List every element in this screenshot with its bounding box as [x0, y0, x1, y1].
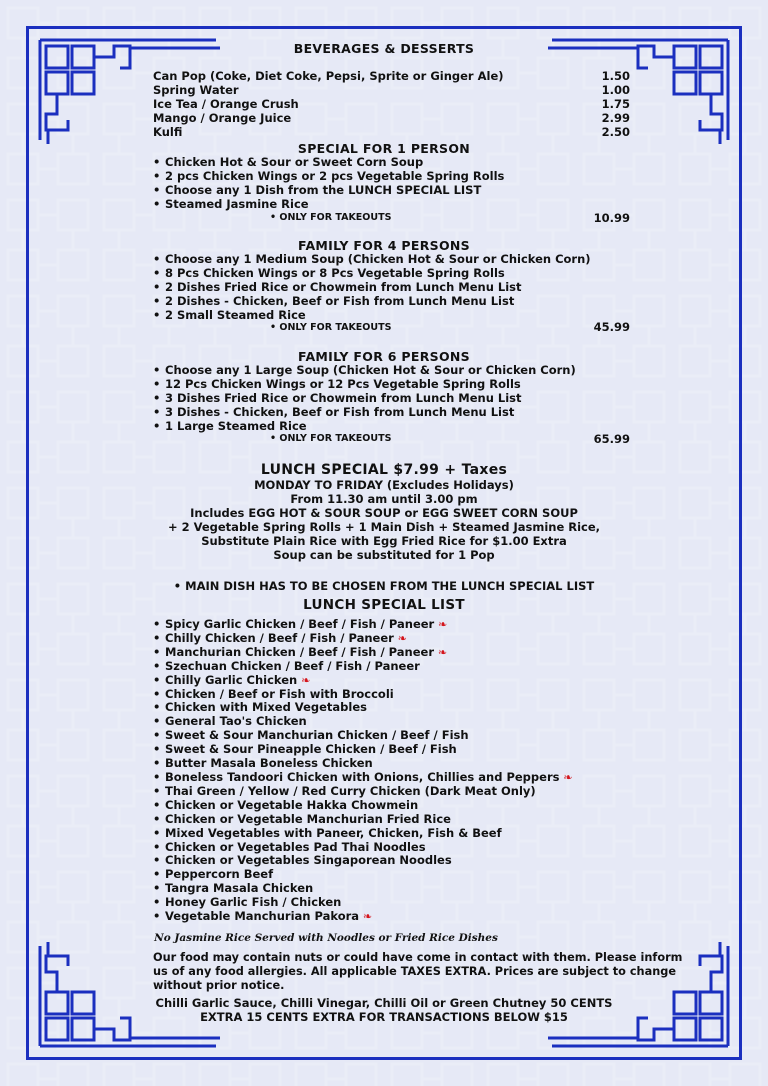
extra-charge-note: EXTRA 15 CENTS EXTRA FOR TRANSACTIONS BELOW $15 [200, 1010, 568, 1024]
lunch-title: LUNCH SPECIAL $7.99 + Taxes [260, 462, 508, 478]
menu-item: Can Pop (Coke, Diet Coke, Pepsi, Sprite or Ginger Ale) [153, 69, 504, 83]
dish-name: Sweet & Sour Pineapple Chicken / Beef / Fish [165, 742, 457, 757]
list-item: • 2 Dishes - Chicken, Beef or Fish from Lunch Menu List [153, 295, 591, 309]
lunch-list-item [153, 882, 573, 896]
chili-pepper-icon: ❧ [434, 618, 448, 631]
beverages-title: BEVERAGES & DESSERTS [293, 41, 475, 56]
special1-list [153, 156, 504, 212]
list-item: • 2 Dishes Fried Rice or Chowmein from Lunch Menu List [153, 281, 591, 295]
item-price: 1.50 [601, 69, 630, 83]
item-price: 1.00 [601, 82, 630, 97]
lunch-list-item [153, 771, 573, 785]
menu-item: Kulfi [153, 124, 183, 139]
lunch-list-title: LUNCH SPECIAL LIST [303, 597, 465, 613]
dish-name: Peppercorn Beef [165, 867, 274, 882]
dish-name: Chicken or Vegetables Singaporean Noodles [165, 853, 452, 868]
lunch-list-item [153, 715, 573, 729]
beverages-list [153, 70, 504, 140]
list-item: • 3 Dishes - Chicken, Beef or Fish from Lunch Menu List [153, 406, 576, 420]
allergy-line: Our food may contain nuts or could have come in contact with them. Please inform [153, 951, 683, 964]
chili-pepper-icon: ❧ [359, 910, 373, 924]
lunch-line: From 11.30 am until 3.00 pm [290, 492, 478, 506]
dish-name: Chilly Garlic Chicken [165, 672, 298, 687]
dish-name: Chicken or Vegetables Pad Thai Noodles [165, 839, 426, 854]
lunch-line: Substitute Plain Rice with Egg Fried Rice for $1.00 Extra [201, 534, 567, 548]
special1-title: SPECIAL FOR 1 PERSON [297, 141, 471, 156]
main-dish-note: • MAIN DISH HAS TO BE CHOSEN FROM THE LUNCH SPECIAL LIST [173, 579, 595, 593]
dish-name: Boneless Tandoori Chicken with Onions, Chillies and Peppers [165, 769, 560, 784]
chili-pepper-icon: ❧ [559, 770, 573, 784]
list-item: • Choose any 1 Medium Soup (Chicken Hot & Sour or Chicken Corn) [153, 253, 591, 267]
list-item: • 2 Small Steamed Rice [153, 309, 591, 323]
lunch-list-item [153, 757, 573, 771]
list-item: • 8 Pcs Chicken Wings or 8 Pcs Vegetable Spring Rolls [153, 267, 591, 281]
lunch-list-item [153, 868, 573, 882]
allergy-line: without prior notice. [153, 979, 285, 992]
lunch-list-item [153, 618, 573, 632]
lunch-list-item [153, 660, 573, 674]
lunch-list-item [153, 701, 573, 715]
lunch-list-item [153, 854, 573, 868]
family6-list [153, 364, 576, 434]
chili-pepper-icon: ❧ [393, 631, 407, 645]
beverages-prices [560, 70, 630, 140]
item-price: 1.75 [601, 96, 630, 111]
dish-name: Spicy Garlic Chicken / Beef / Fish / Paneer [165, 617, 435, 631]
dish-name: General Tao's Chicken [165, 714, 307, 729]
dish-name: Chicken or Vegetable Manchurian Fried Rice [165, 811, 451, 826]
lunch-list-item [153, 799, 573, 813]
no-rice-note: No Jasmine Rice Served with Noodles or Fried Rice Dishes [154, 932, 498, 944]
chili-pepper-icon: ❧ [434, 645, 448, 659]
lunch-list-item [153, 785, 573, 799]
list-item: • 3 Dishes Fried Rice or Chowmein from Lunch Menu List [153, 392, 576, 406]
lunch-list-item [153, 910, 573, 924]
lunch-list-item [153, 632, 573, 646]
dish-name: Manchurian Chicken / Beef / Fish / Paneer [165, 644, 435, 659]
special1-price: 10.99 [593, 211, 630, 225]
lunch-line: MONDAY TO FRIDAY (Excludes Holidays) [254, 478, 514, 492]
list-item: • Choose any 1 Large Soup (Chicken Hot & Sour or Chicken Corn) [153, 364, 576, 378]
dish-name: Mixed Vegetables with Paneer, Chicken, Fish & Beef [165, 825, 502, 840]
lunch-list-item [153, 896, 573, 910]
dish-name: Chilly Chicken / Beef / Fish / Paneer [165, 630, 394, 645]
dish-name: Butter Masala Boneless Chicken [165, 756, 373, 771]
dish-name: Tangra Masala Chicken [165, 881, 314, 896]
lunch-details [0, 478, 768, 562]
dish-name: Chicken or Vegetable Hakka Chowmein [165, 797, 419, 812]
family6-title: FAMILY FOR 6 PERSONS [298, 349, 470, 364]
dish-name: Sweet & Sour Manchurian Chicken / Beef / Fish [165, 728, 469, 743]
list-item: • Steamed Jasmine Rice [153, 198, 504, 212]
lunch-list [153, 618, 573, 924]
dish-name: Vegetable Manchurian Pakora [165, 909, 360, 924]
allergy-note [153, 951, 682, 993]
dish-name: Chicken / Beef or Fish with Broccoli [165, 686, 394, 701]
dish-name: Chicken with Mixed Vegetables [165, 700, 367, 715]
chili-pepper-icon: ❧ [297, 673, 311, 687]
lunch-list-item [153, 813, 573, 827]
lunch-list-item [153, 841, 573, 855]
menu-item: Ice Tea / Orange Crush [153, 96, 299, 111]
item-price: 2.99 [601, 110, 630, 125]
list-item: • 12 Pcs Chicken Wings or 12 Pcs Vegetable Spring Rolls [153, 378, 576, 392]
dish-name: Szechuan Chicken / Beef / Fish / Paneer [165, 658, 420, 673]
lunch-line: Soup can be substituted for 1 Pop [273, 548, 495, 562]
allergy-line: us of any food allergies. All applicable TAXES EXTRA. Prices are subject to change [153, 965, 676, 978]
list-item: • Choose any 1 Dish from the LUNCH SPECIAL LIST [153, 184, 504, 198]
list-item: • 2 pcs Chicken Wings or 2 pcs Vegetable Spring Rolls [153, 170, 504, 184]
family6-price: 65.99 [593, 432, 630, 446]
list-item: • Chicken Hot & Sour or Sweet Corn Soup [153, 156, 504, 170]
lunch-list-item [153, 646, 573, 660]
lunch-line: Includes EGG HOT & SOUR SOUP or EGG SWEET CORN SOUP [190, 506, 578, 520]
lunch-list-item [153, 688, 573, 702]
menu-item: Mango / Orange Juice [153, 110, 292, 125]
takeout-note: • ONLY FOR TAKEOUTS [270, 212, 392, 223]
dish-name: Thai Green / Yellow / Red Curry Chicken (Dark Meat Only) [165, 783, 536, 798]
family4-list [153, 253, 591, 323]
takeout-note: • ONLY FOR TAKEOUTS [270, 322, 392, 333]
lunch-line: + 2 Vegetable Spring Rolls + 1 Main Dish + Steamed Jasmine Rice, [167, 520, 601, 534]
family4-title: FAMILY FOR 4 PERSONS [298, 238, 470, 253]
item-price: 2.50 [601, 124, 630, 139]
list-item: • 1 Large Steamed Rice [153, 420, 576, 434]
dish-name: Honey Garlic Fish / Chicken [165, 895, 342, 910]
lunch-list-item [153, 729, 573, 743]
sauce-note: Chilli Garlic Sauce, Chilli Vinegar, Chilli Oil or Green Chutney 50 CENTS [155, 996, 613, 1010]
family4-price: 45.99 [593, 320, 630, 334]
takeout-note: • ONLY FOR TAKEOUTS [270, 433, 392, 444]
lunch-list-item [153, 827, 573, 841]
lunch-list-item [153, 743, 573, 757]
lunch-list-item [153, 674, 573, 688]
menu-item: Spring Water [153, 82, 239, 97]
